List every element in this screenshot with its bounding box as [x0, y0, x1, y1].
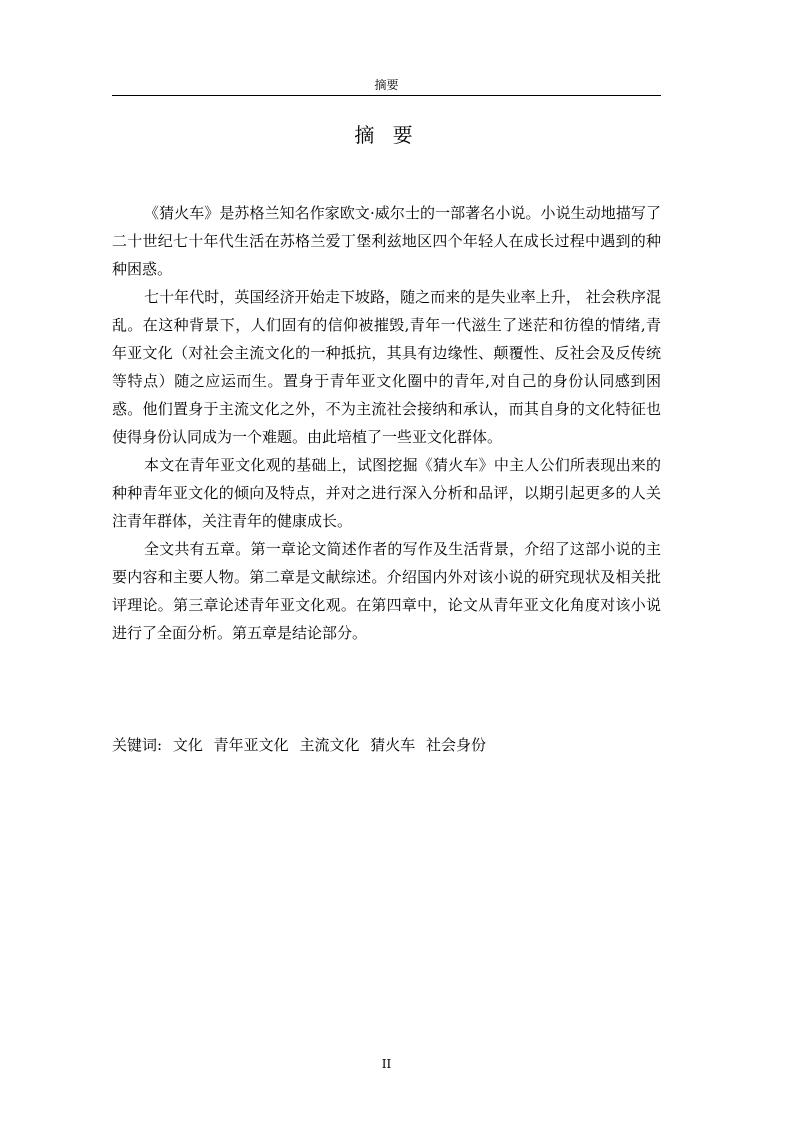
- keywords-line: [112, 731, 661, 759]
- keyword-item: 文化: [172, 736, 203, 754]
- abstract-body: [112, 199, 661, 647]
- running-header: 摘要: [374, 78, 399, 92]
- header-rule: [112, 95, 661, 96]
- keywords-label: 关键词:: [112, 736, 163, 754]
- paragraph-3: 本文在青年亚文化观的基础上，试图挖掘《猜火车》中主人公们所表现出来的种种青年亚文化的倾向及特点，并对之进行深入分析和品评，以期引起更多的人关注青年群体，关注青年的健康成长。: [112, 456, 661, 530]
- page-title: 摘 要: [354, 123, 419, 147]
- page-number: II: [381, 1057, 392, 1071]
- paragraph-4: 全文共有五章。第一章论文简述作者的写作及生活背景，介绍了这部小说的主要内容和主要人物。第二章是文献综述。介绍国内外对该小说的研究现状及相关批评理论。第三章论述青年亚文化观。在第四章中，论文从青年亚文化角度对该小说进行了全面分析。第五章是结论部分。: [112, 540, 661, 642]
- keyword-item: 青年亚文化: [213, 736, 289, 754]
- keyword-item: 主流文化: [299, 736, 360, 754]
- keyword-item: 猜火车: [370, 736, 416, 754]
- paragraph-1: 《猜火车》是苏格兰知名作家欧文·威尔士的一部著名小说。小说生动地描写了二十世纪七十年代生活在苏格兰爱丁堡利兹地区四个年轻人在成长过程中遇到的种种困惑。: [112, 204, 661, 278]
- paragraph-2: 七十年代时，英国经济开始走下坡路，随之而来的是失业率上升， 社会秩序混乱。在这种背景下，人们固有的信仰被摧毁,青年一代滋生了迷茫和彷徨的情绪,青年亚文化（对社会主流文化的一种抵抗，其具有边缘性、颠覆性、反社会及反传统等特点）随之应运而生。置身于青年亚文化圈中的青年,对自己的身份认同感到困惑。他们置身于主流文化之外，不为主流社会接纳和承认，而其自身的文化特征也使得身份认同成为一个难题。由此培植了一些亚文化群体。: [112, 288, 661, 446]
- keyword-item: 社会身份: [426, 736, 487, 754]
